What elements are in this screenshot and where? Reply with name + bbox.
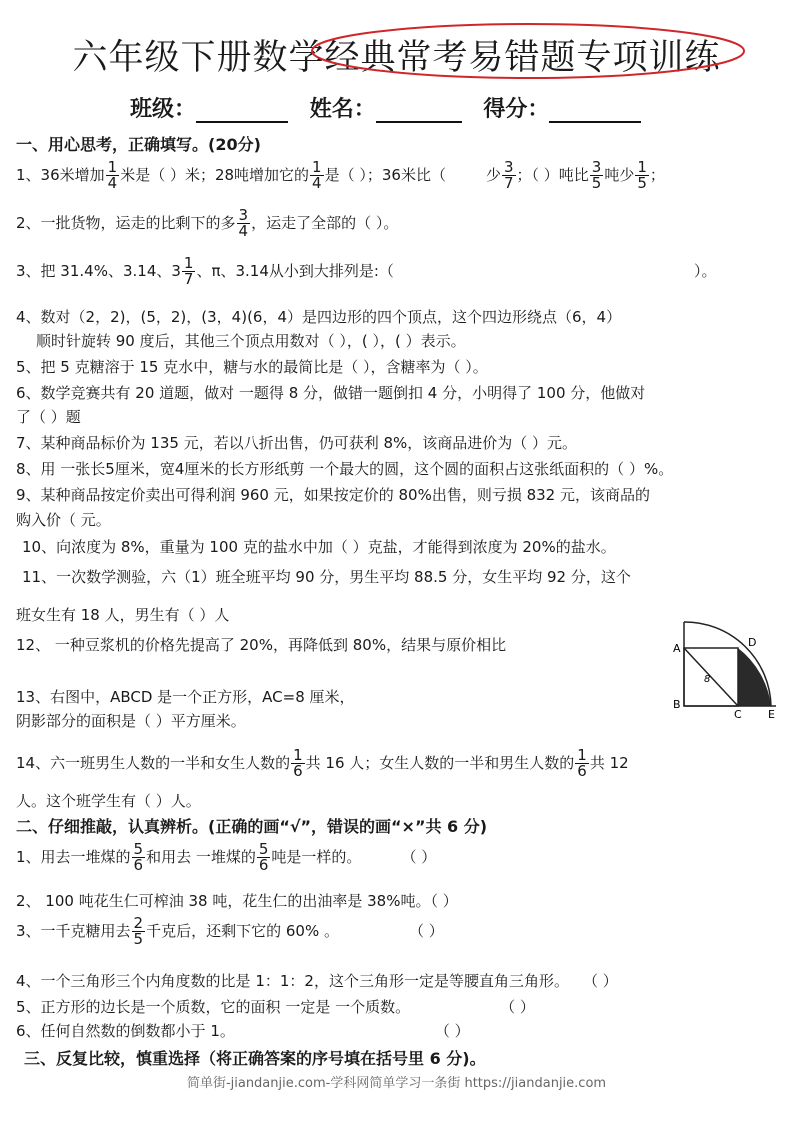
svg-text:E: E bbox=[768, 708, 775, 720]
square-figure bbox=[670, 620, 790, 720]
question-2-5: 5、正方形的边长是一个质数，它的面积 一定是 一个质数。 （ ） bbox=[16, 998, 535, 1016]
answer-paren-2-5[interactable]: （ ） bbox=[500, 998, 535, 1016]
question-1-5: 5、把 5 克糖溶于 15 克水中，糖与水的最简比是（ ），含糖率为（ ）。 bbox=[16, 358, 488, 376]
question-1-2: 2、一批货物，运走的比剩下的多 $\frac{3}{4}$ ，运走了全部的（ ）。 bbox=[16, 206, 399, 240]
score-blank[interactable] bbox=[549, 121, 641, 123]
name-label: 姓名： bbox=[309, 97, 376, 122]
question-1-9a: 9、某种商品按定价卖出可得利润 960 元，如果按定价的 80%出售，则亏损 832 元，该商品的 bbox=[16, 486, 650, 504]
question-1-7: 7、某种商品标价为 135 元，若以八折出售，仍可获利 8%，该商品进价为（ ）元。 bbox=[16, 434, 578, 452]
question-1-6b: 了（ ）题 bbox=[16, 408, 81, 426]
question-2-1: 1、用去一堆煤的 $\frac{5}{6}$ 和用去 一堆煤的 $\frac{5}{6}$ 吨是一样的。 （ ） bbox=[16, 840, 437, 874]
question-1-9b: 购入价（ 元。 bbox=[16, 511, 111, 529]
question-1-6a: 6、数学竞赛共有 20 道题，做对 一题得 8 分，做错一题倒扣 4 分，小明得了 100 分，他做对 bbox=[16, 384, 646, 402]
question-1-8: 8、用 一张长5厘米，宽4厘米的长方形纸剪 一个最大的圆，这个圆的面积占这张纸面积的（ ）%。 bbox=[16, 460, 674, 478]
section2-heading: 二、仔细推敲，认真辨析。(正确的画“√”，错误的画“×”共 6 分) bbox=[16, 817, 488, 836]
section3-heading: 三、反复比较，慎重选择（将正确答案的序号填在括号里 6 分)。 bbox=[24, 1049, 486, 1068]
answer-paren-2-1[interactable]: （ ） bbox=[401, 848, 437, 866]
answer-paren-2-2[interactable]: （ ） bbox=[430, 892, 458, 910]
score-label: 得分： bbox=[483, 97, 550, 122]
name-blank[interactable] bbox=[376, 121, 462, 123]
answer-paren-2-3[interactable]: （ ） bbox=[408, 922, 444, 940]
question-2-3: 3、一千克糖用去 $\frac{2}{5}$ 千克后，还剩下它的 60% 。 （ ） bbox=[16, 914, 444, 948]
class-label: 班级： bbox=[130, 97, 197, 122]
question-1-4b: 顺时针旋转 90 度后，其他三个顶点用数对（ ），( ），( ）表示。 bbox=[36, 332, 466, 350]
question-2-4: 4、一个三角形三个内角度数的比是 1：1：2，这个三角形一定是等腰直角三角形。 （ ） bbox=[16, 972, 618, 990]
title-highlight-oval bbox=[308, 20, 748, 82]
svg-text:B: B bbox=[673, 698, 681, 711]
question-1-1: 1、36米增加 $\frac{1}{4}$ 米是（ ）米；28吨增加它的 $\frac{1}{4}$ 是（ ）；36米比（ 少 $\frac{3}{7}$ ；（ ）吨比 $\frac{3}{5}$ 吨少 $\frac{1}{5}$ ； bbox=[16, 158, 665, 192]
question-1-12: 12、 一种豆浆机的价格先提高了 20%，再降低到 80%，结果与原价相比 bbox=[16, 636, 507, 654]
question-2-2: 2、 100 吨花生仁可榨油 38 吨，花生仁的出油率是 38%吨。（ ） bbox=[16, 892, 458, 910]
svg-text:C: C bbox=[734, 708, 742, 720]
class-blank[interactable] bbox=[196, 121, 288, 123]
svg-text:8: 8 bbox=[704, 674, 711, 685]
section1-heading: 一、用心思考，正确填写。(20分) bbox=[16, 135, 261, 154]
footer-watermark: 简单街-jiandanjie.com-学科网简单学习一条街 https://jiandanjie.com bbox=[186, 1076, 607, 1091]
svg-text:A: A bbox=[673, 642, 681, 655]
header-fields bbox=[130, 92, 641, 123]
question-1-3: 3、把 31.4%、3.14、3 $\frac{1}{7}$ 、π、3.14从小到大排列是:（ ）。 bbox=[16, 254, 717, 288]
question-1-13a: 13、右图中，ABCD 是一个正方形，AC=8 厘米， bbox=[16, 688, 355, 706]
question-1-14: 14、六一班男生人数的一半和女生人数的 $\frac{1}{6}$ 共 16 人；女生人数的一半和男生人数的 $\frac{1}{6}$ 共 12 bbox=[16, 746, 629, 780]
diagonal-ac bbox=[684, 648, 738, 706]
question-1-10: 10、向浓度为 8%，重量为 100 克的盐水中加（ ）克盐，才能得到浓度为 20%的盐水。 bbox=[22, 538, 616, 556]
question-1-13b: 阴影部分的面积是（ ）平方厘米。 bbox=[16, 712, 246, 730]
question-1-4a: 4、数对（2，2)，(5，2)，(3，4)(6，4）是四边形的四个顶点，这个四边形绕点（6，4） bbox=[16, 308, 622, 326]
question-1-11a: 11、一次数学测验，六（1）班全班平均 90 分，男生平均 88.5 分，女生平均 92 分，这个 bbox=[22, 568, 631, 586]
svg-text:D: D bbox=[748, 636, 757, 649]
question-2-6: 6、任何自然数的倒数都小于 1。 （ ） bbox=[16, 1022, 470, 1040]
answer-paren-2-4[interactable]: （ ） bbox=[582, 972, 618, 990]
question-1-11b: 班女生有 18 人，男生有（ ）人 bbox=[16, 606, 230, 624]
answer-paren-2-6[interactable]: （ ） bbox=[434, 1022, 470, 1040]
page-title: 六年级下册数学经典常考易错题专项训练 bbox=[72, 38, 721, 78]
question-1-14b: 人。这个班学生有（ ）人。 bbox=[16, 792, 201, 810]
